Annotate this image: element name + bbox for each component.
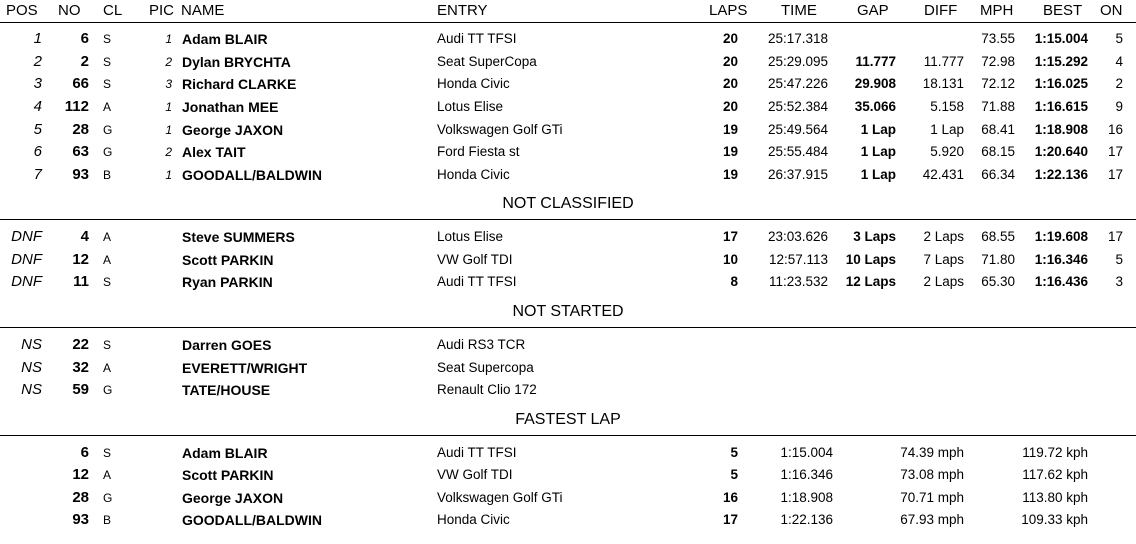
driver-name-cell: Scott PARKIN [182, 252, 274, 268]
class-cell: A [103, 100, 112, 114]
result-row [0, 73, 1136, 95]
time-cell: 26:37.915 [767, 167, 828, 182]
laps-cell: 20 [722, 31, 738, 46]
best-lap-cell: 1:16.615 [1034, 99, 1088, 114]
time-cell: 23:03.626 [767, 229, 828, 244]
not-started-divider [0, 327, 1136, 328]
best-on-lap-cell: 9 [1115, 99, 1123, 114]
mph-cell: 65.30 [981, 274, 1015, 289]
driver-name-cell: Adam BLAIR [182, 31, 268, 47]
class-cell: S [103, 77, 112, 91]
car-number-cell: 28 [72, 121, 89, 138]
col-entry: ENTRY [437, 2, 488, 19]
not-classified-heading: NOT CLASSIFIED [502, 195, 634, 212]
entry-cell: Audi TT TFSI [437, 445, 517, 460]
entry-cell: Audi RS3 TCR [437, 337, 526, 352]
position-cell: DNF [11, 228, 42, 245]
result-row [0, 357, 1136, 379]
entry-cell: Seat Supercopa [437, 360, 534, 375]
position-in-class-cell: 1 [165, 123, 172, 137]
entry-cell: Honda Civic [437, 76, 510, 91]
time-cell: 25:49.564 [767, 122, 828, 137]
gap-cell: 12 Laps [845, 274, 896, 289]
not-classified-divider [0, 219, 1136, 220]
diff-cell: 7 Laps [923, 252, 964, 267]
diff-cell: 11.777 [923, 54, 964, 69]
position-cell: DNF [11, 273, 42, 290]
class-cell: G [103, 491, 113, 505]
position-cell: 1 [33, 30, 42, 47]
result-row [0, 271, 1136, 293]
car-number-cell: 28 [72, 489, 89, 506]
column-header-row [0, 0, 1136, 23]
position-in-class-cell: 1 [165, 168, 172, 182]
lap-time-cell: 1:22.136 [780, 512, 833, 527]
car-number-cell: 6 [80, 30, 89, 47]
best-on-lap-cell: 5 [1115, 252, 1123, 267]
speed-mph-cell: 74.39 mph [900, 445, 964, 460]
entry-cell: Volkswagen Golf GTi [437, 490, 563, 505]
diff-cell: 2 Laps [923, 274, 964, 289]
best-on-lap-cell: 5 [1115, 31, 1123, 46]
driver-name-cell: Dylan BRYCHTA [182, 54, 291, 70]
driver-name-cell: George JAXON [182, 122, 284, 138]
col-mph: MPH [980, 2, 1014, 19]
col-name: NAME [181, 2, 225, 19]
mph-cell: 68.15 [981, 144, 1015, 159]
result-row [0, 28, 1136, 50]
entry-cell: Honda Civic [437, 512, 510, 527]
class-cell: S [103, 32, 112, 46]
gap-cell: 1 Lap [860, 167, 896, 182]
position-cell: 5 [33, 121, 42, 138]
class-cell: S [103, 338, 112, 352]
mph-cell: 68.55 [981, 229, 1015, 244]
mph-cell: 72.12 [981, 76, 1015, 91]
laps-cell: 20 [722, 76, 738, 91]
car-number-cell: 2 [80, 53, 89, 70]
col-no: NO [58, 2, 81, 19]
speed-kph-cell: 117.62 kph [1022, 467, 1088, 482]
best-on-lap-cell: 17 [1107, 144, 1123, 159]
mph-cell: 71.88 [981, 99, 1015, 114]
position-cell: 4 [33, 98, 42, 115]
time-cell: 11:23.532 [768, 274, 828, 289]
driver-name-cell: Alex TAIT [182, 144, 246, 160]
speed-mph-cell: 70.71 mph [900, 490, 964, 505]
fastest-lap-row [0, 487, 1136, 509]
diff-cell: 5.920 [930, 144, 964, 159]
position-cell: 3 [33, 75, 42, 92]
position-cell: 2 [33, 53, 42, 70]
result-row [0, 164, 1136, 186]
lap-number-cell: 17 [722, 512, 738, 527]
entry-cell: Lotus Elise [437, 99, 504, 114]
best-lap-cell: 1:15.004 [1034, 31, 1088, 46]
position-in-class-cell: 2 [165, 145, 172, 159]
laps-cell: 19 [722, 167, 738, 182]
class-cell: G [103, 383, 113, 397]
col-pic: PIC [149, 2, 175, 19]
result-row [0, 119, 1136, 141]
fastest-lap-heading: FASTEST LAP [515, 411, 621, 428]
gap-cell: 1 Lap [860, 122, 896, 137]
laps-cell: 8 [730, 274, 738, 289]
time-cell: 25:55.484 [767, 144, 828, 159]
position-in-class-cell: 2 [165, 55, 172, 69]
fastest-lap-divider [0, 435, 1136, 436]
position-in-class-cell: 1 [165, 100, 172, 114]
best-on-lap-cell: 17 [1107, 229, 1123, 244]
best-lap-cell: 1:19.608 [1034, 229, 1088, 244]
time-cell: 25:29.095 [767, 54, 828, 69]
lap-time-cell: 1:16.346 [780, 467, 833, 482]
best-lap-cell: 1:18.908 [1034, 122, 1088, 137]
mph-cell: 73.55 [981, 31, 1015, 46]
driver-name-cell: Adam BLAIR [182, 445, 268, 461]
fastest-lap-row [0, 509, 1136, 531]
entry-cell: Audi TT TFSI [437, 31, 517, 46]
result-row [0, 334, 1136, 356]
position-cell: 6 [33, 143, 42, 160]
col-best: BEST [1043, 2, 1083, 19]
class-cell: S [103, 275, 112, 289]
result-row [0, 226, 1136, 248]
entry-cell: Audi TT TFSI [437, 274, 517, 289]
gap-cell: 35.066 [854, 99, 896, 114]
result-row [0, 96, 1136, 118]
best-on-lap-cell: 16 [1107, 122, 1123, 137]
mph-cell: 66.34 [981, 167, 1015, 182]
gap-cell: 3 Laps [853, 229, 896, 244]
entry-cell: Volkswagen Golf GTi [437, 122, 563, 137]
entry-cell: VW Golf TDI [437, 252, 513, 267]
col-time: TIME [781, 2, 817, 19]
class-cell: S [103, 55, 112, 69]
not-started-heading: NOT STARTED [512, 303, 624, 320]
speed-mph-cell: 67.93 mph [900, 512, 964, 527]
result-row [0, 379, 1136, 401]
entry-cell: VW Golf TDI [437, 467, 513, 482]
class-cell: A [103, 253, 112, 267]
driver-name-cell: GOODALL/BALDWIN [182, 512, 322, 528]
class-cell: A [103, 361, 112, 375]
position-cell: 7 [33, 166, 42, 183]
best-lap-cell: 1:16.436 [1034, 274, 1088, 289]
laps-cell: 17 [722, 229, 738, 244]
driver-name-cell: Richard CLARKE [182, 76, 297, 92]
car-number-cell: 66 [72, 75, 89, 92]
best-lap-cell: 1:15.292 [1034, 54, 1088, 69]
car-number-cell: 93 [72, 511, 89, 528]
position-cell: DNF [11, 251, 42, 268]
class-cell: A [103, 230, 112, 244]
class-cell: S [103, 446, 112, 460]
lap-number-cell: 5 [730, 445, 738, 460]
time-cell: 25:47.226 [767, 76, 828, 91]
speed-mph-cell: 73.08 mph [900, 467, 964, 482]
best-lap-cell: 1:16.346 [1034, 252, 1088, 267]
gap-cell: 10 Laps [845, 252, 896, 267]
col-pos: POS [6, 2, 38, 19]
entry-cell: Lotus Elise [437, 229, 504, 244]
col-diff: DIFF [924, 2, 958, 19]
driver-name-cell: TATE/HOUSE [182, 382, 271, 398]
mph-cell: 71.80 [981, 252, 1015, 267]
car-number-cell: 112 [64, 98, 89, 115]
laps-cell: 19 [722, 122, 738, 137]
class-cell: B [103, 168, 112, 182]
best-lap-cell: 1:16.025 [1034, 76, 1088, 91]
car-number-cell: 22 [72, 336, 89, 353]
car-number-cell: 59 [72, 381, 89, 398]
class-cell: B [103, 513, 112, 527]
best-on-lap-cell: 4 [1115, 54, 1123, 69]
result-row [0, 249, 1136, 271]
position-in-class-cell: 1 [165, 32, 172, 46]
time-cell: 25:17.318 [767, 31, 828, 46]
mph-cell: 68.41 [981, 122, 1015, 137]
car-number-cell: 6 [80, 444, 89, 461]
diff-cell: 1 Lap [930, 122, 964, 137]
col-gap: GAP [857, 2, 889, 19]
car-number-cell: 63 [72, 143, 89, 160]
position-cell: NS [21, 359, 42, 376]
laps-cell: 20 [722, 54, 738, 69]
fastest-lap-row [0, 464, 1136, 486]
driver-name-cell: Darren GOES [182, 337, 272, 353]
col-laps: LAPS [709, 2, 748, 19]
best-on-lap-cell: 17 [1107, 167, 1123, 182]
driver-name-cell: George JAXON [182, 490, 284, 506]
driver-name-cell: Scott PARKIN [182, 467, 274, 483]
entry-cell: Honda Civic [437, 167, 510, 182]
driver-name-cell: Ryan PARKIN [182, 274, 273, 290]
col-cl: CL [103, 2, 123, 19]
position-cell: NS [21, 381, 42, 398]
position-cell: NS [21, 336, 42, 353]
entry-cell: Ford Fiesta st [437, 144, 520, 159]
car-number-cell: 12 [72, 466, 89, 483]
gap-cell: 11.777 [855, 54, 896, 69]
diff-cell: 5.158 [930, 99, 964, 114]
result-row [0, 51, 1136, 73]
driver-name-cell: Jonathan MEE [182, 99, 279, 115]
best-on-lap-cell: 2 [1115, 76, 1123, 91]
diff-cell: 2 Laps [923, 229, 964, 244]
diff-cell: 18.131 [922, 76, 964, 91]
mph-cell: 72.98 [981, 54, 1015, 69]
lap-time-cell: 1:18.908 [780, 490, 833, 505]
speed-kph-cell: 119.72 kph [1022, 445, 1088, 460]
lap-number-cell: 16 [722, 490, 738, 505]
driver-name-cell: EVERETT/WRIGHT [182, 360, 308, 376]
car-number-cell: 11 [73, 273, 89, 290]
result-row [0, 141, 1136, 163]
best-on-lap-cell: 3 [1115, 274, 1123, 289]
car-number-cell: 93 [72, 166, 89, 183]
position-in-class-cell: 3 [165, 77, 172, 91]
speed-kph-cell: 113.80 kph [1022, 490, 1088, 505]
lap-number-cell: 5 [730, 467, 738, 482]
diff-cell: 42.431 [922, 167, 964, 182]
gap-cell: 1 Lap [860, 144, 896, 159]
best-lap-cell: 1:22.136 [1034, 167, 1088, 182]
driver-name-cell: Steve SUMMERS [182, 229, 295, 245]
laps-cell: 19 [722, 144, 738, 159]
class-cell: A [103, 468, 112, 482]
car-number-cell: 32 [72, 359, 89, 376]
laps-cell: 10 [722, 252, 738, 267]
lap-time-cell: 1:15.004 [780, 445, 833, 460]
car-number-cell: 4 [80, 228, 89, 245]
time-cell: 25:52.384 [767, 99, 828, 114]
class-cell: G [103, 123, 113, 137]
speed-kph-cell: 109.33 kph [1021, 512, 1088, 527]
car-number-cell: 12 [72, 251, 89, 268]
laps-cell: 20 [722, 99, 738, 114]
gap-cell: 29.908 [854, 76, 896, 91]
entry-cell: Renault Clio 172 [437, 382, 537, 397]
col-on: ON [1100, 2, 1123, 19]
fastest-lap-row [0, 442, 1136, 464]
entry-cell: Seat SuperCopa [437, 54, 537, 69]
class-cell: G [103, 145, 113, 159]
best-lap-cell: 1:20.640 [1034, 144, 1088, 159]
driver-name-cell: GOODALL/BALDWIN [182, 167, 322, 183]
time-cell: 12:57.113 [768, 252, 828, 267]
